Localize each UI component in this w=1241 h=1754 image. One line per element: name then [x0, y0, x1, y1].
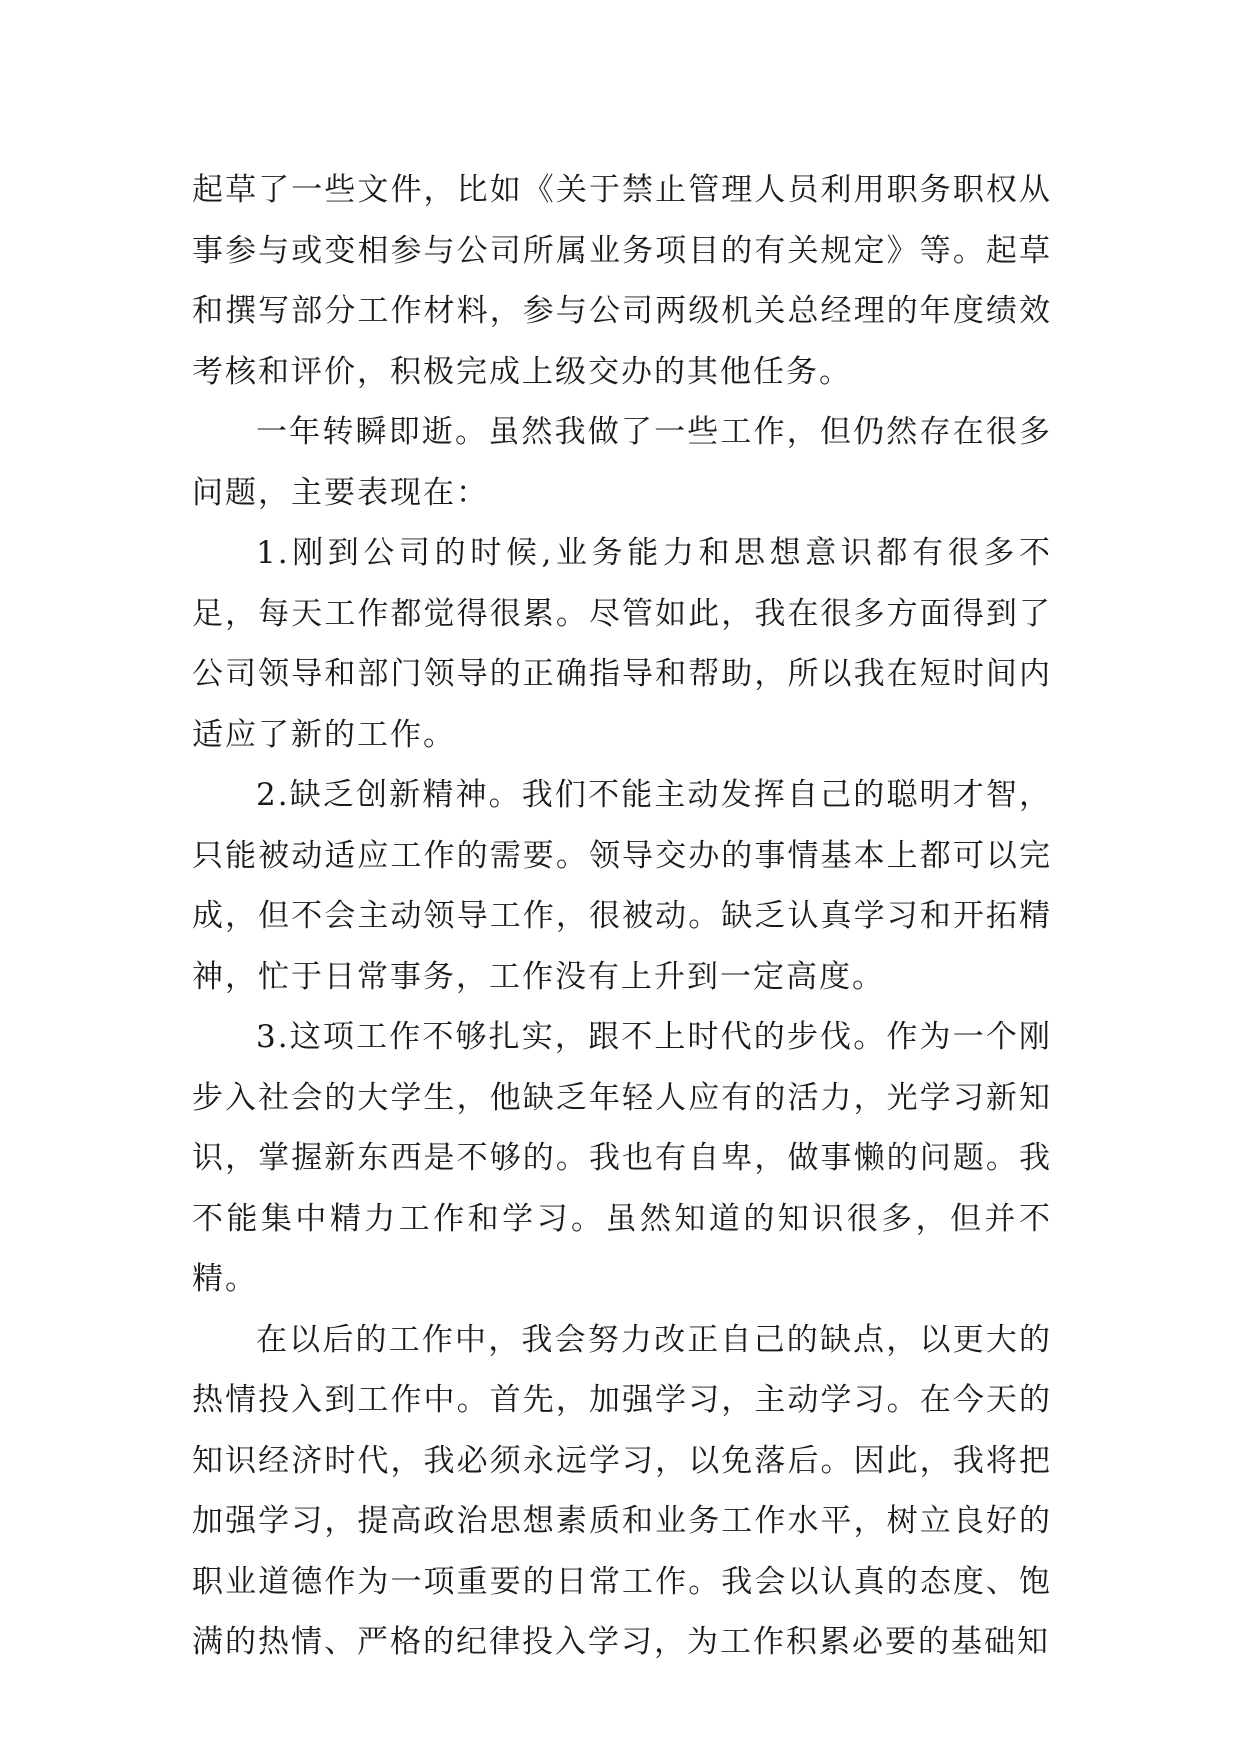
- paragraph: 起草了一些文件，比如《关于禁止管理人员利用职务职权从事参与或变相参与公司所属业务项目的有关规定》等。起草和撰写部分工作材料，参与公司两级机关总经理的年度绩效考核和评价，积极完成上级交办的其他任务。: [192, 172, 1052, 390]
- paragraph: 3.这项工作不够扎实，跟不上时代的步伐。作为一个刚步入社会的大学生，他缺乏年轻人应有的活力，光学习新知识，掌握新东西是不够的。我也有自卑，做事懒的问题。我不能集中精力工作和学习。虽然知道的知识很多，但并不精。: [192, 1019, 1052, 1297]
- paragraph: 1.刚到公司的时候,业务能力和思想意识都有很多不足，每天工作都觉得很累。尽管如此，我在很多方面得到了公司领导和部门领导的正确指导和帮助，所以我在短时间内适应了新的工作。: [192, 535, 1052, 753]
- paragraph: 一年转瞬即逝。虽然我做了一些工作，但仍然存在很多问题，主要表现在：: [192, 414, 1052, 511]
- document-body: [192, 160, 1052, 1673]
- paragraph: 2.缺乏创新精神。我们不能主动发挥自己的聪明才智，只能被动适应工作的需要。领导交办的事情基本上都可以完成，但不会主动领导工作，很被动。缺乏认真学习和开拓精神，忙于日常事务，工作没有上升到一定高度。: [192, 777, 1052, 995]
- paragraph: 在以后的工作中，我会努力改正自己的缺点，以更大的热情投入到工作中。首先，加强学习，主动学习。在今天的知识经济时代，我必须永远学习，以免落后。因此，我将把加强学习，提高政治思想素质和业务工作水平，树立良好的职业道德作为一项重要的日常工作。我会以认真的态度、饱满的热情、严格的纪律投入学习，为工作积累必要的基础知: [192, 1321, 1052, 1660]
